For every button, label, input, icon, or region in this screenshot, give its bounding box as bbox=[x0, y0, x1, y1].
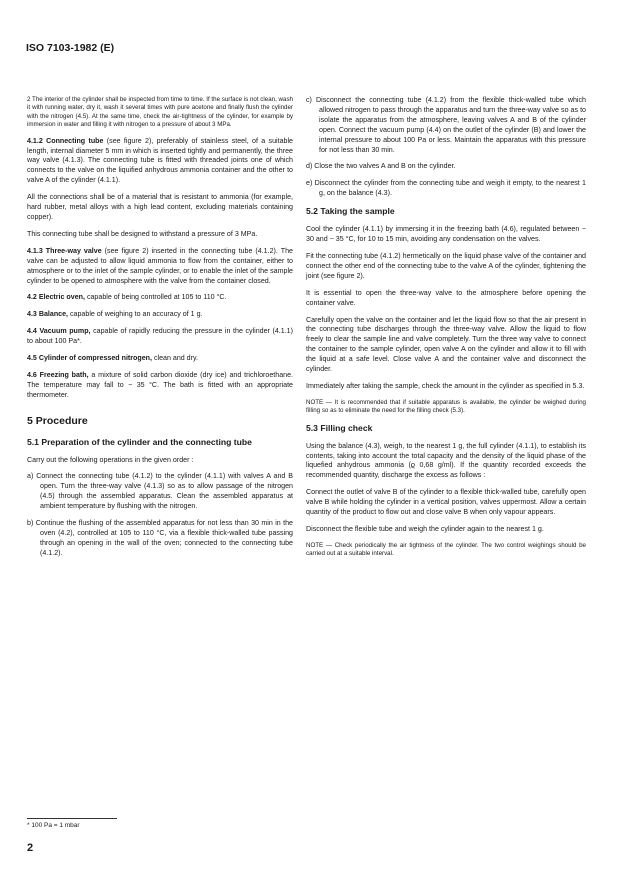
paragraph: This connecting tube shall be designed to withstand a pressure of 3 MPa. bbox=[27, 229, 258, 238]
heading-procedure: 5 Procedure bbox=[27, 414, 88, 427]
section-title: 4.5 Cylinder of compressed nitrogen, bbox=[27, 354, 152, 363]
paragraph: Carefully open the valve on the container and let the liquid flow so that the air present in the connecting tube discharges through the three-way valve. Allow the liquid to flow freely to clear the sample line and valve completely. Turn the three way valve to connect the container to the sample cylinder, open valve A on the cylinder and allow it to fill with the liquid at a safe level. Close valve A and the container valve and disconnect the cylinder. bbox=[306, 315, 586, 374]
left-column bbox=[27, 96, 293, 566]
interior-note: 2 The interior of the cylinder shall be inspected from time to time. If the surface is not clean, wash it with running water, dry it, wash it several times with pure acetone and finally flush the cylinder with the nitrogen (4.5). At the same time, check the air-tightness of the cylinder, for example by immersion in water and filling it with nitrogen to a pressure of about 3 MPa. bbox=[27, 96, 293, 129]
section-text: (see figure 2), preferably of stainless steel, of a suitable length, internal diameter 5 mm in which is inserted tightly and permanently, the three way valve (4.1.3). The connecting tube is fitted with threaded joints one of which connects to the valve on the liquified anhydrous ammonia container and the other to valve A of the cylinder (4.1.1). bbox=[27, 136, 293, 185]
paragraph: Fit the connecting tube (4.1.2) hermetically on the liquid phase valve of the container and connect the other end of the connecting tube to the valve A of the cylinder, tightening the joint (see figure 2). bbox=[306, 251, 586, 280]
paragraph: Immediately after taking the sample, check the amount in the cylinder as specified in 5.3. bbox=[306, 381, 585, 390]
section-text: capable of rapidly reducing the pressure in the cylinder (4.1.1) to about 100 Pa*. bbox=[27, 327, 293, 346]
section-title: 4.1.2 Connecting tube bbox=[27, 136, 104, 145]
list-item-b: b) Continue the flushing of the assembled apparatus for not less than 30 min in the oven (4.2), controlled at 105 to 110 °C, via a flexible thick-walled tube passing through an opening in the wall of the oven; connected to the connecting tube (4.1.2). bbox=[27, 519, 293, 557]
paragraph: Cool the cylinder (4.1.1) by immersing it in the freezing bath (4.6), regulated between − 30 and − 35 °C, for 10 to 15 min, avoiding any condensation on the valves. bbox=[306, 225, 586, 244]
section-4-5 bbox=[27, 354, 293, 364]
section-title: 4.1.3 Three-way valve bbox=[27, 246, 102, 255]
section-4-4 bbox=[27, 327, 293, 347]
footnote-divider bbox=[27, 818, 117, 819]
section-title: 4.3 Balance, bbox=[27, 310, 69, 319]
section-4-6 bbox=[27, 371, 293, 401]
section-title: 4.4 Vacuum pump, bbox=[27, 327, 91, 336]
list-item-e: e) Disconnect the cylinder from the connecting tube and weigh it empty, to the nearest 1 g, on the balance (4.3). bbox=[306, 179, 586, 198]
section-4-3 bbox=[27, 310, 293, 320]
note: NOTE — Check periodically the air tightness of the cylinder. The two control weighings should be carried out at a suitable interval. bbox=[306, 541, 586, 558]
page-number: 2 bbox=[27, 842, 34, 854]
section-4-1-2 bbox=[27, 137, 293, 187]
section-4-1-3 bbox=[27, 247, 293, 287]
heading-5-2: 5.2 Taking the sample bbox=[306, 206, 395, 217]
paragraph: Connect the outlet of valve B of the cylinder to a flexible thick-walled tube, carefully open valve B while holding the cylinder in a vertical position, valves uppermost. Allow a certain quantity of the product to flow out and close valve B when only vapour appears. bbox=[306, 488, 586, 517]
note: NOTE — It is recommended that if suitable apparatus is available, the cylinder be weighed during filling so as to eliminate the need for the filling check (5.3). bbox=[306, 398, 586, 415]
paragraph: It is essential to open the three-way valve to the atmosphere before opening the container valve. bbox=[306, 288, 586, 307]
heading-5-3: 5.3 Filling check bbox=[306, 422, 373, 433]
heading-5-1: 5.1 Preparation of the cylinder and the connecting tube bbox=[27, 436, 252, 447]
paragraph: Carry out the following operations in the given order : bbox=[27, 455, 194, 464]
section-4-2 bbox=[27, 293, 293, 303]
paragraph: Using the balance (4.3), weigh, to the nearest 1 g, the full cylinder (4.1.1), to establish its contents, taking into account the total capacity and the density of the liquid phase of the liquefied anhydrous ammonia (ϱ 0,68 g/ml). If the quantity recorded exceeds the recommended quantity, discharge the excess as follows : bbox=[306, 441, 586, 480]
section-text: (see figure 2) inserted in the connecting tube (4.1.2). The valve can be adjusted to allow liquid ammonia to flow from the container, either to atmosphere or to the inlet of the sample cylinder, or to enable the inlet of the sample cylinder to be opened to atmosphere with the valve from the container closed. bbox=[27, 246, 293, 285]
section-text: capable of being controlled at 105 to 110 °C. bbox=[84, 293, 227, 302]
section-text: a mixture of solid carbon dioxide (dry ice) and trichloroethane. The temperature may fall to − 35 °C. The bath is fitted with an appropriate thermometer. bbox=[27, 370, 293, 399]
footnote: * 100 Pa = 1 mbar bbox=[27, 822, 80, 829]
right-column bbox=[306, 96, 586, 566]
section-text: clean and dry. bbox=[151, 354, 198, 363]
paragraph: Disconnect the flexible tube and weigh the cylinder again to the nearest 1 g. bbox=[306, 525, 544, 533]
list-item-c: c) Disconnect the connecting tube (4.1.2) from the flexible thick-walled tube which allowed nitrogen to pass through the apparatus and turn the three-way valve so as to isolate the apparatus from the atmosphere, leaving valves A and B of the cylinder open. Connect the vacuum pump (4.4) on the outlet of the cylinder (B) and lower the internal pressure to about 100 Pa or less. Maintain the apparatus with this pressure for not less than 30 min. bbox=[306, 96, 586, 154]
list-item-a: a) Connect the connecting tube (4.1.2) to the cylinder (4.1.1) with valves A and B open. Turn the three-way valve (4.1.3) so as to allow passage of the nitrogen (4.5) through the assembled apparatus. Clean the assembled apparatus at ambient temperature by flushing with the nitrogen. bbox=[27, 472, 293, 511]
document-header: ISO 7103-1982 (E) bbox=[26, 42, 115, 54]
list-item-d: d) Close the two valves A and B on the cylinder. bbox=[306, 162, 456, 171]
section-title: 4.2 Electric oven, bbox=[27, 293, 85, 302]
paragraph: All the connections shall be of a material that is resistant to ammonia (for example, hard rubber, metal alloys with a high lead content, excluding materials containing copper). bbox=[27, 193, 293, 221]
section-title: 4.6 Freezing bath, bbox=[27, 370, 89, 379]
section-text: capable of weighing to an accuracy of 1 g. bbox=[68, 310, 203, 319]
